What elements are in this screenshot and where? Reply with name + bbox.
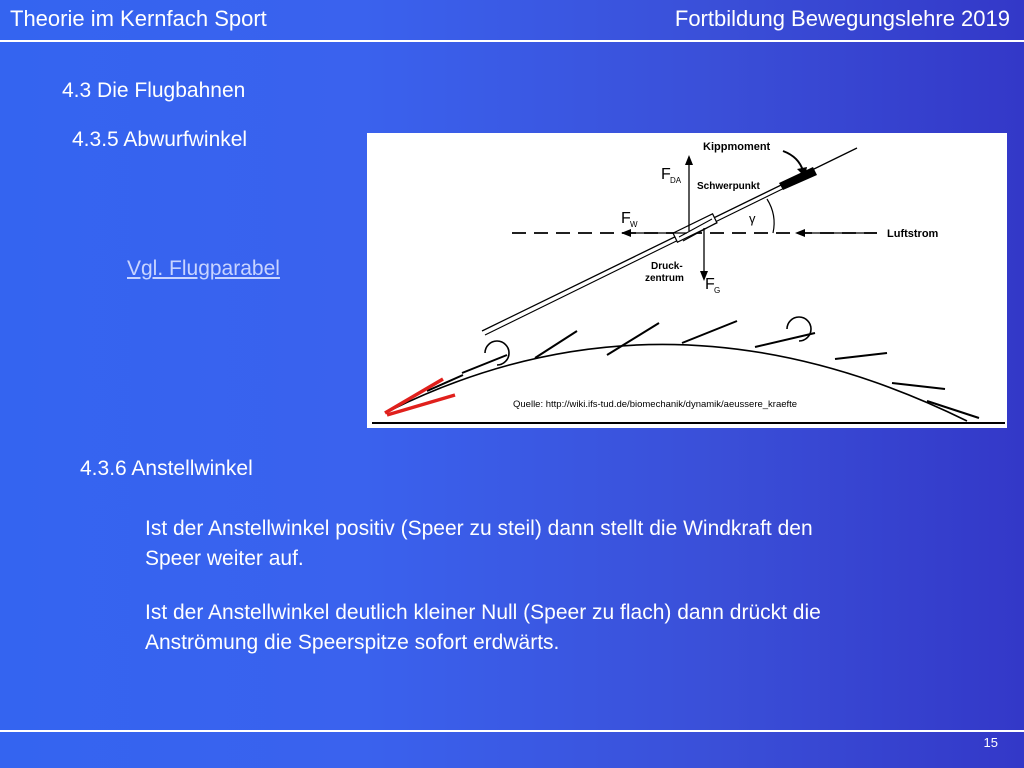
javelin-pos-4 <box>607 323 659 355</box>
javelin-pos-6 <box>755 333 815 347</box>
subheading-abwurfwinkel: 4.3.5 Abwurfwinkel <box>72 128 248 151</box>
label-schwerpunkt: Schwerpunkt <box>697 181 760 192</box>
javelin-pos-8 <box>892 383 945 389</box>
section-heading: 4.3 Die Flugbahnen <box>62 79 246 102</box>
paragraph-positive-angle: Ist der Anstellwinkel positiv (Speer zu steil) dann stellt die Windkraft den Speer weiter auf. <box>145 517 813 570</box>
label-druck: Druck- <box>651 261 683 272</box>
label-fg-sub: G <box>714 286 721 295</box>
javelin-diagram-svg <box>367 133 1007 428</box>
header-right-title: Fortbildung Bewegungslehre 2019 <box>674 6 1010 31</box>
javelin-line-2 <box>485 173 815 335</box>
javelin-pos-1 <box>427 375 463 391</box>
javelin-pos-9 <box>927 401 979 418</box>
label-luftstrom: Luftstrom <box>887 228 939 240</box>
label-zentrum: zentrum <box>645 273 684 284</box>
gamma-arc <box>767 199 774 233</box>
javelin-pos-5 <box>682 321 737 343</box>
label-fw-sub: W <box>630 220 638 229</box>
paragraph-negative-angle: Ist der Anstellwinkel deutlich kleiner Null (Speer zu flach) dann drückt die Anströmung die Speerspitze sofort erdwärts. <box>145 601 821 654</box>
label-fda: F <box>661 166 671 183</box>
flugparabel-link[interactable]: Vgl. Flugparabel <box>127 257 280 280</box>
label-gamma: γ <box>749 211 756 226</box>
kippmoment-arrow <box>783 151 803 171</box>
javelin-pos-7 <box>835 353 887 359</box>
header-left-title: Theorie im Kernfach Sport <box>10 6 267 31</box>
label-fw: F <box>621 210 631 227</box>
page-number: 15 <box>983 735 998 750</box>
label-kippmoment: Kippmoment <box>703 141 771 153</box>
subheading-anstellwinkel: 4.3.6 Anstellwinkel <box>80 457 253 480</box>
label-fg: F <box>705 276 715 293</box>
header-divider <box>0 40 1024 42</box>
footer-divider <box>0 730 1024 732</box>
label-fda-sub: DA <box>670 176 682 185</box>
javelin-diagram <box>367 133 1007 428</box>
javelin-tip <box>779 167 817 190</box>
figure-source: Quelle: http://wiki.ifs-tud.de/biomechanik/dynamik/aeussere_kraefte <box>513 399 798 410</box>
